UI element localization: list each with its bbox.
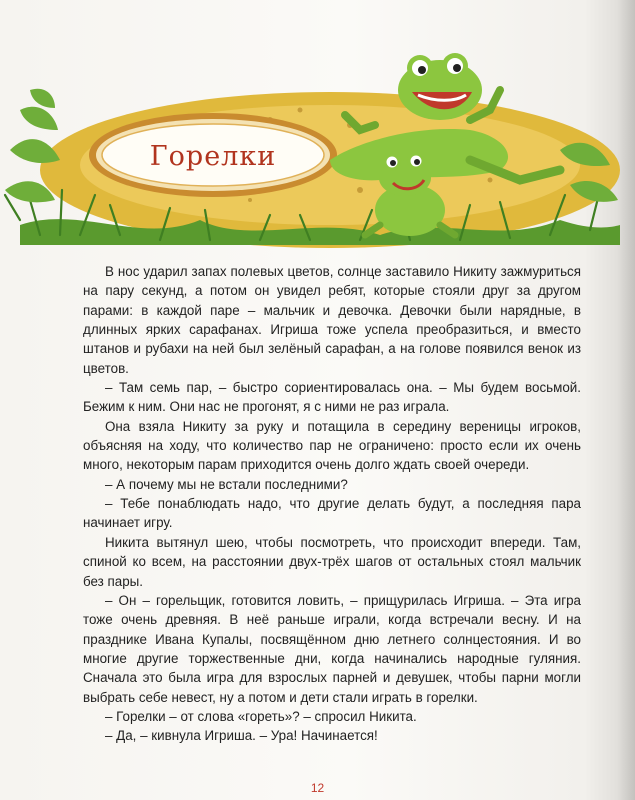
paragraph: – Да, – кивнула Игриша. – Ура! Начинается!: [105, 728, 378, 744]
page-number: 12: [310, 781, 325, 795]
body-text: [83, 262, 581, 746]
paragraph: – Он – горельщик, готовится ловить, – прищурилась Игриша. – Эта игра тоже очень древняя. В неё раньше играли, когда встречали весну. И на празднике Ивана Купалы, посвящённом дню летнего солнцестояния. И во многие другие торжественные дни, когда начинались народные гуляния. Сначала это была игра для взрослых парней и девушек, чтобы парни могли выбрать себе невест, ну а потом и дети стали играть в горелки.: [83, 592, 581, 705]
paragraph: – Горелки – от слова «гореть»? – спросил Никита.: [105, 708, 417, 724]
paragraph: Никита вытянул шею, чтобы посмотреть, что происходит впереди. Там, спиной ко всем, на расстоянии двух-трёх шагов от остальных стоял мальчик без пары.: [83, 534, 581, 589]
chapter-title: Горелки: [149, 140, 277, 172]
paragraph: В нос ударил запах полевых цветов, солнце заставило Никиту зажмуриться на пару секунд, а потом он увидел ребят, которые стояли друг за другом парами: в каждой паре – мальчик и девочка. Девочки были нарядные, в длинных ярких сарафанах. Игриша тоже успела преобразиться, и вместо штанов и рубахи на ней был зелёный сарафан, а на голове появился венок из цветов.: [83, 264, 581, 376]
paragraph: Она взяла Никиту за руку и потащила в середину вереницы игроков, объясняя на ходу, что количество пар не ограничено: просто если их очень много, некоторым парам приходится очень долго ждать своей очереди.: [83, 418, 581, 473]
paragraph: – А почему мы не встали последними?: [105, 476, 348, 492]
paragraph: – Там семь пар, – быстро сориентировалась она. – Мы будем восьмой. Бежим к ним. Они нас не прогонят, я с ними не раз играла.: [83, 380, 581, 415]
paragraph: – Тебе понаблюдать надо, что другие делать будут, а последняя пара начинает игру.: [83, 496, 581, 531]
